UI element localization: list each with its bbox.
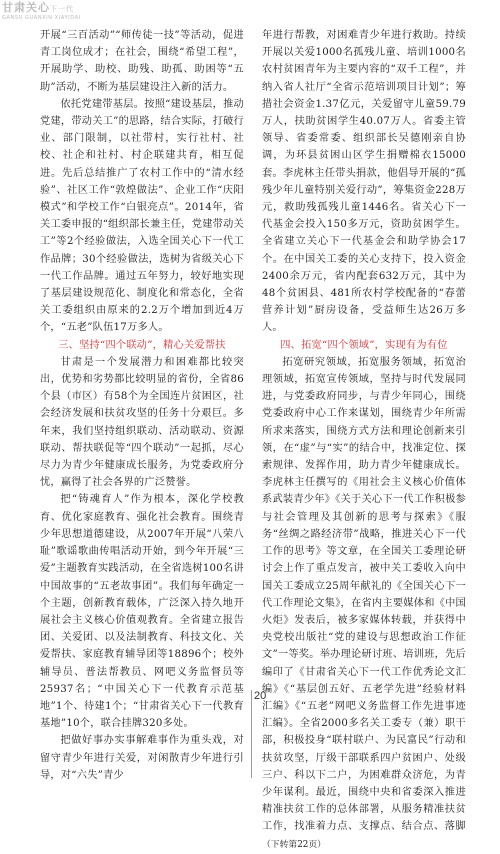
continued-note: （下转第22页） [262, 839, 326, 850]
paragraph: 年进行帮教，对困难青少年进行救助。持续开展以关爱1000名孤残儿童、培训1000名农村贫困青年为主要内容的“双千工程”，并纳入省人社厅“全省示范培训项目计划”；筹措社会资金1.37亿元，关爱留守儿童59.79万人，扶助贫困学生40.07万人。省委主管领导、省委常委、组织部长吴德刚亲自协调，为环县贫困山区学生捐赠棉衣15000套。李虎林主任带头捐款，他倡导开展的“孤残少年儿童特别关爱行动”，筹集资金228万元，救助残孤残儿童1446名。省关心下一代基金会投入150多万元，资助贫困学生。全省建立关心下一代基金会和助学协会17个。在中国关工委的关心支持下，投入资金2400余万元，省内配套632万元，其中为48个贫困县、481所农村学校配备的“春蕾营养计划”厨房设备，受益师生达26万多人。 [262, 30, 466, 334]
left-column [40, 27, 244, 784]
logo-subtitle: 下一代 [50, 5, 74, 13]
paragraph-text: 拓宽研究领域，拓宽服务领域，拓宽治理领域，拓宽宣传领域，坚持与时代发展同进，与党委政府同步，与青少年同心，围绕党委政府中心工作来谋划，围绕青少年所需所求来落实，围绕方式方法和理论创新来引领，在“虚”与“实”的结合中，找准定位、探索规律、发挥作用，助力青少年健康成长。李虎林主任撰写的《用社会主义核心价值体系武装青少年》《关于关心下一代工作积极参与社会管理及其创新的思考与探索》《服务“丝绸之路经济带”战略，推进关心下一代工作的思考》等文章，在全国关工委理论研讨会上作了重点发言，被中关工委收入向中国关工委成立25周年献礼的《全国关心下一代工作理论文集》，在省内主要媒体和《中国火炬》发表后，被多家媒体转载，并获得中央党校出版社“党的建设与思想政治工作征文”一等奖。举办理论研讨班、培训班，先后编印了《甘肃省关心下一代工作优秀论文汇编》《“基层创五好、五老学先进”经验材料汇编》《“五老”网吧义务监督工作先进事迹汇编》。全省2000多名关工委专（兼）职干部，积极投身“联村联户、为民富民”行动和扶贫攻坚，厅级干部联系四户贫困户、处级三户、科以下二户，为困难群众济危，为青少年谋利。最近，围绕中央和省委深入推进精准扶贫工作的总体部署，从服务精准扶贫工作，找准着力点、支撑点、结合点、落脚 [262, 356, 466, 833]
paragraph: 依托党建带基层。按照“建设基层，推动党建，带动关工”的思路，结合实际，打破行业、部门限制，以社带村，实行社村、社校、社企和社村、村企联建共育，相互促进。先后总结推广了农村工作中的“清水经验”、社区工作“敦煌做法”、企业工作“庆阳模式”和学校工作“白银亮点”。2014年，省关工委申报的“组织部长兼主任，党建带动关工”等2个经验做法，入选全国关心下一代工作品牌；30个经验做法，选树为省级关心下一代工作品牌。通过五年努力，较好地实现了基层建设规范化、制度化和常态化，全省关工委组织由原来的2.2万个增加到近4万个，“五老”队伍17万多人。 [40, 98, 244, 334]
logo-title: 甘肃关心下一代 [2, 1, 74, 14]
paragraph: 甘肃是一个发展潜力和困难都比较突出，优势和劣势都比较明显的省份，全省86个县（市区）有58个为全国连片贫困区，社会经济发展和扶贫攻坚的任务十分艰巨。多年来，我们坚持组织联动、活动联动、资源联动、帮扶联促等“四个联动”一起抓，尽心尽力为青少年健康成长服务，为党委政府分忧，赢得了社会各界的广泛赞誉。 [40, 356, 244, 489]
paragraph: 把做好事办实事解难事作为重头戏，对留守青少年进行关爱，对闲散青少年进行引导，对“六失”青少 [40, 735, 244, 781]
right-column [262, 27, 466, 854]
section-heading: 三、坚持“四个联动”，精心关爱帮扶 [58, 339, 226, 351]
logo-pinyin: GANSU GUANXIN XIAYIDAI [2, 15, 81, 21]
paragraph: 把“铸魂育人”作为根本，深化学校教育、优化家庭教育、强化社会教育。围绕青少年思想道德建设，从2007年开展“八荣八耻”歌谣歌曲传唱活动开始，到今年开展“三爱”主题教育实践活动，在全省选树100名讲中国故事的“五老故事团”。我们每年确定一个主题，创新教育载体，广泛深入持久地开展社会主义核心价值观教育。全省建立报告团、关爱团、以及法制教育、科技文化、关爱帮扶、家庭教育辅导团等18896个；校外辅导员、普法帮教员、网吧义务监督员等25937名；“中国关心下一代教育示范基地”1个、待建1个；“甘肃省关心下一代教育基地”10个，联合挂牌320多处。 [40, 494, 244, 730]
paragraph: 开展“三百活动”“师传徒一技”等活动，促进青工岗位成才；在社会，围绕“希望工程”，开展助学、助校、助残、助孤、助困等“五助”活动，不断为基层建设注入新的活力。 [40, 30, 244, 93]
page-number: 20 [254, 690, 267, 702]
page-number-divider [251, 690, 252, 778]
section-heading: 四、拓宽“四个领域”，实现有为有位 [280, 339, 448, 351]
paragraph [262, 354, 466, 854]
